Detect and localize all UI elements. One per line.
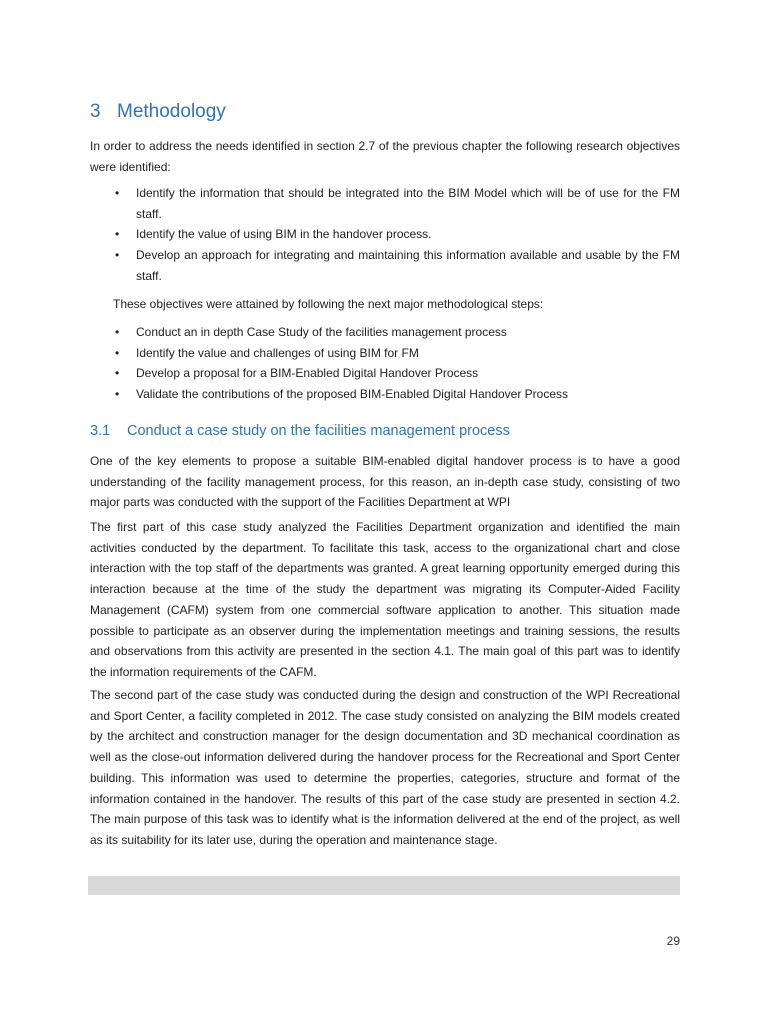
list-item bbox=[90, 322, 680, 343]
body-paragraph: One of the key elements to propose a suitable BIM-enabled digital handover process is to have a good understanding of the facility management process, for this reason, an in-depth case study, consisting of two major parts was conducted with the support of the Facilities Department at WPI bbox=[90, 454, 680, 510]
section-number: 3 bbox=[90, 101, 101, 122]
list-item-text: Identify the information that should be integrated into the BIM Model which will be of use for the FM staff. bbox=[136, 186, 680, 221]
list-item-text: Conduct an in depth Case Study of the facilities management process bbox=[136, 325, 507, 339]
body-paragraph: The first part of this case study analyzed the Facilities Department organization and identified the main activities conducted by the department. To facilitate this task, access to the organizational chart and close interaction with the top staff of the departments was granted. A great learning opportunity emerged during this interaction because at the time of the study the department was migrating its Computer-Aided Facility Management (CAFM) system from one commercial software application to another. This situation made possible to participate as an observer during the implementation meetings and training sessions, the results and observations from this activity are presented in the section 4.1. The main goal of this part was to identify the information requirements of the CAFM. bbox=[90, 520, 680, 679]
bullet-icon: • bbox=[115, 387, 120, 402]
steps-intro-paragraph: These objectives were attained by following the next major methodological steps: bbox=[113, 297, 544, 311]
list-item bbox=[90, 245, 680, 286]
list-item-text: Identify the value of using BIM in the handover process. bbox=[136, 227, 432, 242]
intro-paragraph: In order to address the needs identified in section 2.7 of the previous chapter the following research objectives were identified: bbox=[90, 139, 680, 174]
bullet-icon: • bbox=[115, 366, 120, 381]
objectives-list bbox=[90, 183, 680, 287]
page-number: 29 bbox=[666, 934, 680, 948]
bullet-icon: • bbox=[115, 227, 120, 242]
list-item bbox=[90, 343, 680, 364]
list-item bbox=[90, 363, 680, 384]
list-item-text: Develop an approach for integrating and maintaining this information available and usable by the FM staff. bbox=[136, 248, 680, 283]
list-item-text: Validate the contributions of the proposed BIM-Enabled Digital Handover Process bbox=[136, 387, 569, 402]
subsection-heading bbox=[90, 423, 510, 439]
list-item bbox=[90, 384, 680, 405]
bullet-icon: • bbox=[115, 325, 120, 339]
bullet-icon: • bbox=[115, 186, 120, 200]
footer-bar bbox=[88, 876, 680, 895]
body-paragraph: The second part of the case study was conducted during the design and construction of the WPI Recreational and Sport Center, a facility completed in 2012. The case study consisted on analyzing the BIM models created by the architect and construction manager for the design documentation and 3D mechanical coordination as well as the close-out information delivered during the handover process for the Recreational and Sport Center building. This information was used to determine the properties, categories, structure and format of the information contained in the handover. The results of this part of the case study are presented in section 4.2. The main purpose of this task was to identify what is the information delivered at the end of the project, as well as its suitability for its later use, during the operation and maintenance stage. bbox=[90, 688, 680, 847]
section-heading bbox=[90, 101, 226, 123]
list-item bbox=[90, 183, 680, 224]
bullet-icon: • bbox=[115, 248, 120, 263]
list-item-text: Develop a proposal for a BIM-Enabled Digital Handover Process bbox=[136, 366, 479, 381]
subsection-title: Conduct a case study on the facilities management process bbox=[127, 423, 510, 439]
section-title: Methodology bbox=[117, 101, 226, 122]
list-item bbox=[90, 224, 680, 245]
bullet-icon: • bbox=[115, 345, 120, 360]
list-item-text: Identify the value and challenges of using BIM for FM bbox=[136, 345, 419, 360]
steps-list bbox=[90, 322, 680, 405]
subsection-number: 3.1 bbox=[90, 423, 111, 439]
